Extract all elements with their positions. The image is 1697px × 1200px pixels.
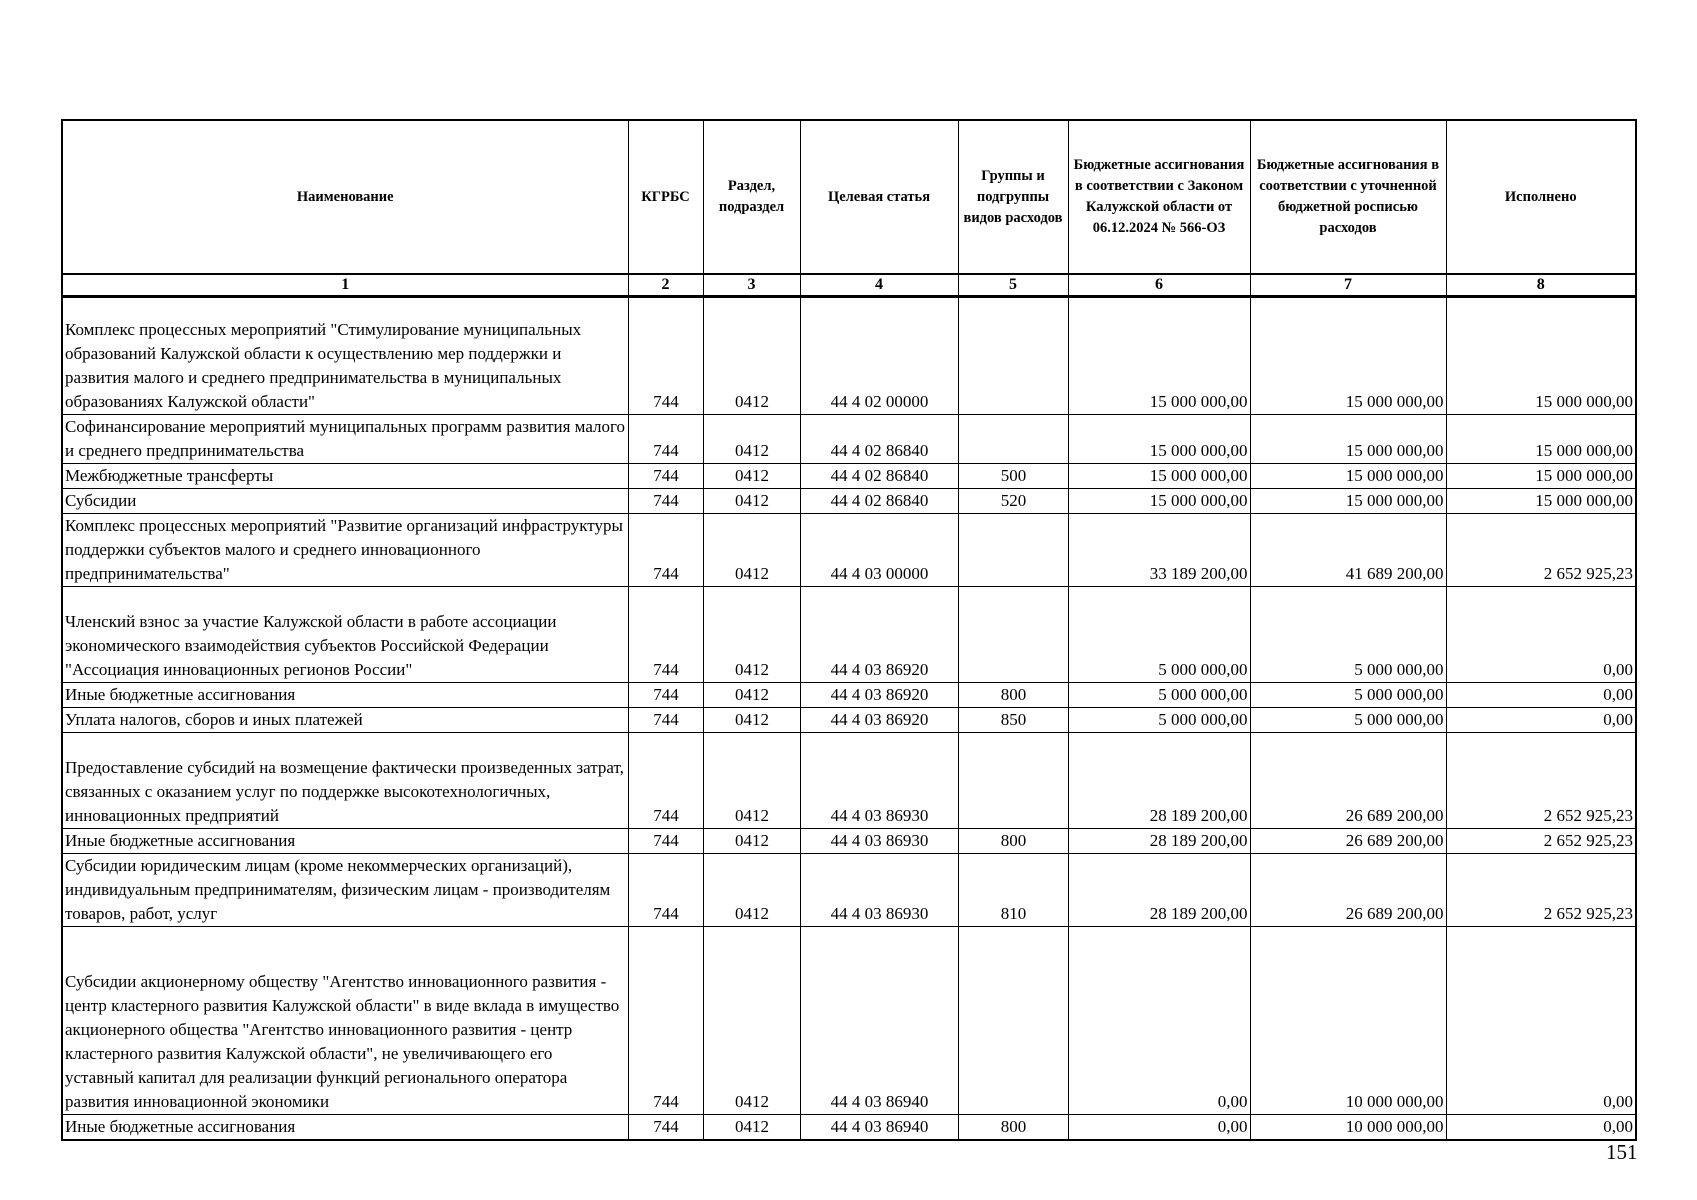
row-kgrbs: 744 [628,1115,703,1141]
row-expense-type [958,514,1068,587]
row-kgrbs: 744 [628,514,703,587]
row-target-article: 44 4 02 00000 [800,297,958,415]
budget-execution-table [61,119,1637,1141]
header-target-article: Целевая статья [800,120,958,274]
table-row [62,514,1636,587]
row-section: 0412 [703,683,800,708]
row-refined-allocation: 10 000 000,00 [1250,1115,1446,1141]
column-number: 7 [1250,274,1446,297]
row-executed: 15 000 000,00 [1446,464,1636,489]
row-kgrbs: 744 [628,489,703,514]
row-section: 0412 [703,415,800,464]
row-law-allocation: 5 000 000,00 [1068,683,1250,708]
row-refined-allocation: 41 689 200,00 [1250,514,1446,587]
row-kgrbs: 744 [628,464,703,489]
row-section: 0412 [703,464,800,489]
row-law-allocation: 28 189 200,00 [1068,854,1250,927]
row-target-article: 44 4 03 00000 [800,514,958,587]
table-row [62,708,1636,733]
row-law-allocation: 5 000 000,00 [1068,587,1250,683]
header-row [62,120,1636,274]
column-number: 4 [800,274,958,297]
row-executed: 2 652 925,23 [1446,733,1636,829]
row-refined-allocation: 15 000 000,00 [1250,464,1446,489]
row-expense-type [958,415,1068,464]
row-target-article: 44 4 03 86930 [800,829,958,854]
column-number: 3 [703,274,800,297]
table-row [62,683,1636,708]
row-executed: 0,00 [1446,683,1636,708]
row-kgrbs: 744 [628,927,703,1115]
header-section: Раздел, подраздел [703,120,800,274]
table-row [62,464,1636,489]
row-name: Уплата налогов, сборов и иных платежей [62,708,628,733]
row-name: Комплекс процессных мероприятий "Развитие организаций инфраструктуры поддержки субъектов малого и среднего инновационного предпринимательства" [62,514,628,587]
column-number: 5 [958,274,1068,297]
row-section: 0412 [703,489,800,514]
row-kgrbs: 744 [628,829,703,854]
row-refined-allocation: 26 689 200,00 [1250,854,1446,927]
column-number: 2 [628,274,703,297]
row-expense-type: 810 [958,854,1068,927]
row-expense-type: 520 [958,489,1068,514]
row-name: Иные бюджетные ассигнования [62,683,628,708]
row-section: 0412 [703,587,800,683]
row-refined-allocation: 5 000 000,00 [1250,587,1446,683]
row-executed: 0,00 [1446,1115,1636,1141]
row-expense-type: 800 [958,683,1068,708]
header-expense-type: Группы и подгруппы видов расходов [958,120,1068,274]
row-law-allocation: 28 189 200,00 [1068,733,1250,829]
row-executed: 2 652 925,23 [1446,514,1636,587]
budget-table-container [61,119,1635,1141]
row-section: 0412 [703,1115,800,1141]
row-refined-allocation: 26 689 200,00 [1250,733,1446,829]
row-executed: 2 652 925,23 [1446,829,1636,854]
table-row [62,829,1636,854]
row-refined-allocation: 5 000 000,00 [1250,683,1446,708]
row-kgrbs: 744 [628,708,703,733]
table-row [62,927,1636,1115]
table-row [62,297,1636,415]
row-executed: 2 652 925,23 [1446,854,1636,927]
row-name: Комплекс процессных мероприятий "Стимулирование муниципальных образований Калужской области к осуществлению мер поддержки и развития малого и среднего предпринимательства в муниципальных образованиях Калужской области" [62,297,628,415]
row-target-article: 44 4 02 86840 [800,464,958,489]
row-refined-allocation: 5 000 000,00 [1250,708,1446,733]
header-name: Наименование [62,120,628,274]
row-target-article: 44 4 02 86840 [800,489,958,514]
column-number: 8 [1446,274,1636,297]
row-name: Иные бюджетные ассигнования [62,1115,628,1141]
row-refined-allocation: 15 000 000,00 [1250,415,1446,464]
table-row [62,489,1636,514]
header-refined-allocations: Бюджетные ассигнования в соответствии с уточненной бюджетной росписью расходов [1250,120,1446,274]
row-target-article: 44 4 03 86930 [800,733,958,829]
row-law-allocation: 33 189 200,00 [1068,514,1250,587]
row-name: Софинансирование мероприятий муниципальных программ развития малого и среднего предпринимательства [62,415,628,464]
table-row [62,1115,1636,1141]
header-law-allocations: Бюджетные ассигнования в соответствии с Законом Калужской области от 06.12.2024 № 566-ОЗ [1068,120,1250,274]
column-number: 6 [1068,274,1250,297]
row-section: 0412 [703,927,800,1115]
row-section: 0412 [703,297,800,415]
row-kgrbs: 744 [628,854,703,927]
header-kgrbs: КГРБС [628,120,703,274]
row-section: 0412 [703,733,800,829]
row-kgrbs: 744 [628,733,703,829]
row-kgrbs: 744 [628,297,703,415]
row-target-article: 44 4 03 86920 [800,683,958,708]
column-number: 1 [62,274,628,297]
row-expense-type: 500 [958,464,1068,489]
row-expense-type [958,733,1068,829]
row-target-article: 44 4 03 86920 [800,708,958,733]
row-refined-allocation: 15 000 000,00 [1250,489,1446,514]
row-section: 0412 [703,708,800,733]
table-row [62,587,1636,683]
row-expense-type [958,927,1068,1115]
row-refined-allocation: 15 000 000,00 [1250,297,1446,415]
row-target-article: 44 4 03 86920 [800,587,958,683]
table-row [62,733,1636,829]
row-law-allocation: 15 000 000,00 [1068,464,1250,489]
table-row [62,854,1636,927]
row-name: Межбюджетные трансферты [62,464,628,489]
row-law-allocation: 15 000 000,00 [1068,489,1250,514]
row-section: 0412 [703,854,800,927]
row-law-allocation: 0,00 [1068,1115,1250,1141]
row-refined-allocation: 26 689 200,00 [1250,829,1446,854]
row-law-allocation: 28 189 200,00 [1068,829,1250,854]
row-expense-type: 800 [958,829,1068,854]
row-expense-type: 850 [958,708,1068,733]
row-name: Иные бюджетные ассигнования [62,829,628,854]
row-refined-allocation: 10 000 000,00 [1250,927,1446,1115]
row-section: 0412 [703,829,800,854]
page-number: 151 [1606,1140,1638,1164]
row-expense-type [958,297,1068,415]
row-name: Субсидии [62,489,628,514]
row-name: Предоставление субсидий на возмещение фактически произведенных затрат, связанных с оказанием услуг по поддержке высокотехнологичных, инновационных предприятий [62,733,628,829]
row-target-article: 44 4 02 86840 [800,415,958,464]
header-executed: Исполнено [1446,120,1636,274]
row-executed: 0,00 [1446,927,1636,1115]
row-executed: 0,00 [1446,587,1636,683]
row-law-allocation: 15 000 000,00 [1068,415,1250,464]
row-expense-type [958,587,1068,683]
row-law-allocation: 5 000 000,00 [1068,708,1250,733]
row-target-article: 44 4 03 86930 [800,854,958,927]
row-kgrbs: 744 [628,415,703,464]
row-executed: 0,00 [1446,708,1636,733]
row-law-allocation: 15 000 000,00 [1068,297,1250,415]
row-executed: 15 000 000,00 [1446,489,1636,514]
row-target-article: 44 4 03 86940 [800,927,958,1115]
row-law-allocation: 0,00 [1068,927,1250,1115]
row-expense-type: 800 [958,1115,1068,1141]
table-row [62,415,1636,464]
row-kgrbs: 744 [628,587,703,683]
row-name: Членский взнос за участие Калужской области в работе ассоциации экономического взаимодействия субъектов Российской Федерации "Ассоциация инновационных регионов России" [62,587,628,683]
row-kgrbs: 744 [628,683,703,708]
row-name: Субсидии юридическим лицам (кроме некоммерческих организаций), индивидуальным предпринимателям, физическим лицам - производителям товаров, работ, услуг [62,854,628,927]
row-name: Субсидии акционерному обществу "Агентство инновационного развития - центр кластерного развития Калужской области" в виде вклада в имущество акционерного общества "Агентство инновационного развития - центр кластерного развития Калужской области", не увеличивающего его уставный капитал для реализации функций регионального оператора развития инновационной экономики [62,927,628,1115]
row-section: 0412 [703,514,800,587]
row-executed: 15 000 000,00 [1446,415,1636,464]
row-executed: 15 000 000,00 [1446,297,1636,415]
row-target-article: 44 4 03 86940 [800,1115,958,1141]
column-number-row [62,274,1636,297]
